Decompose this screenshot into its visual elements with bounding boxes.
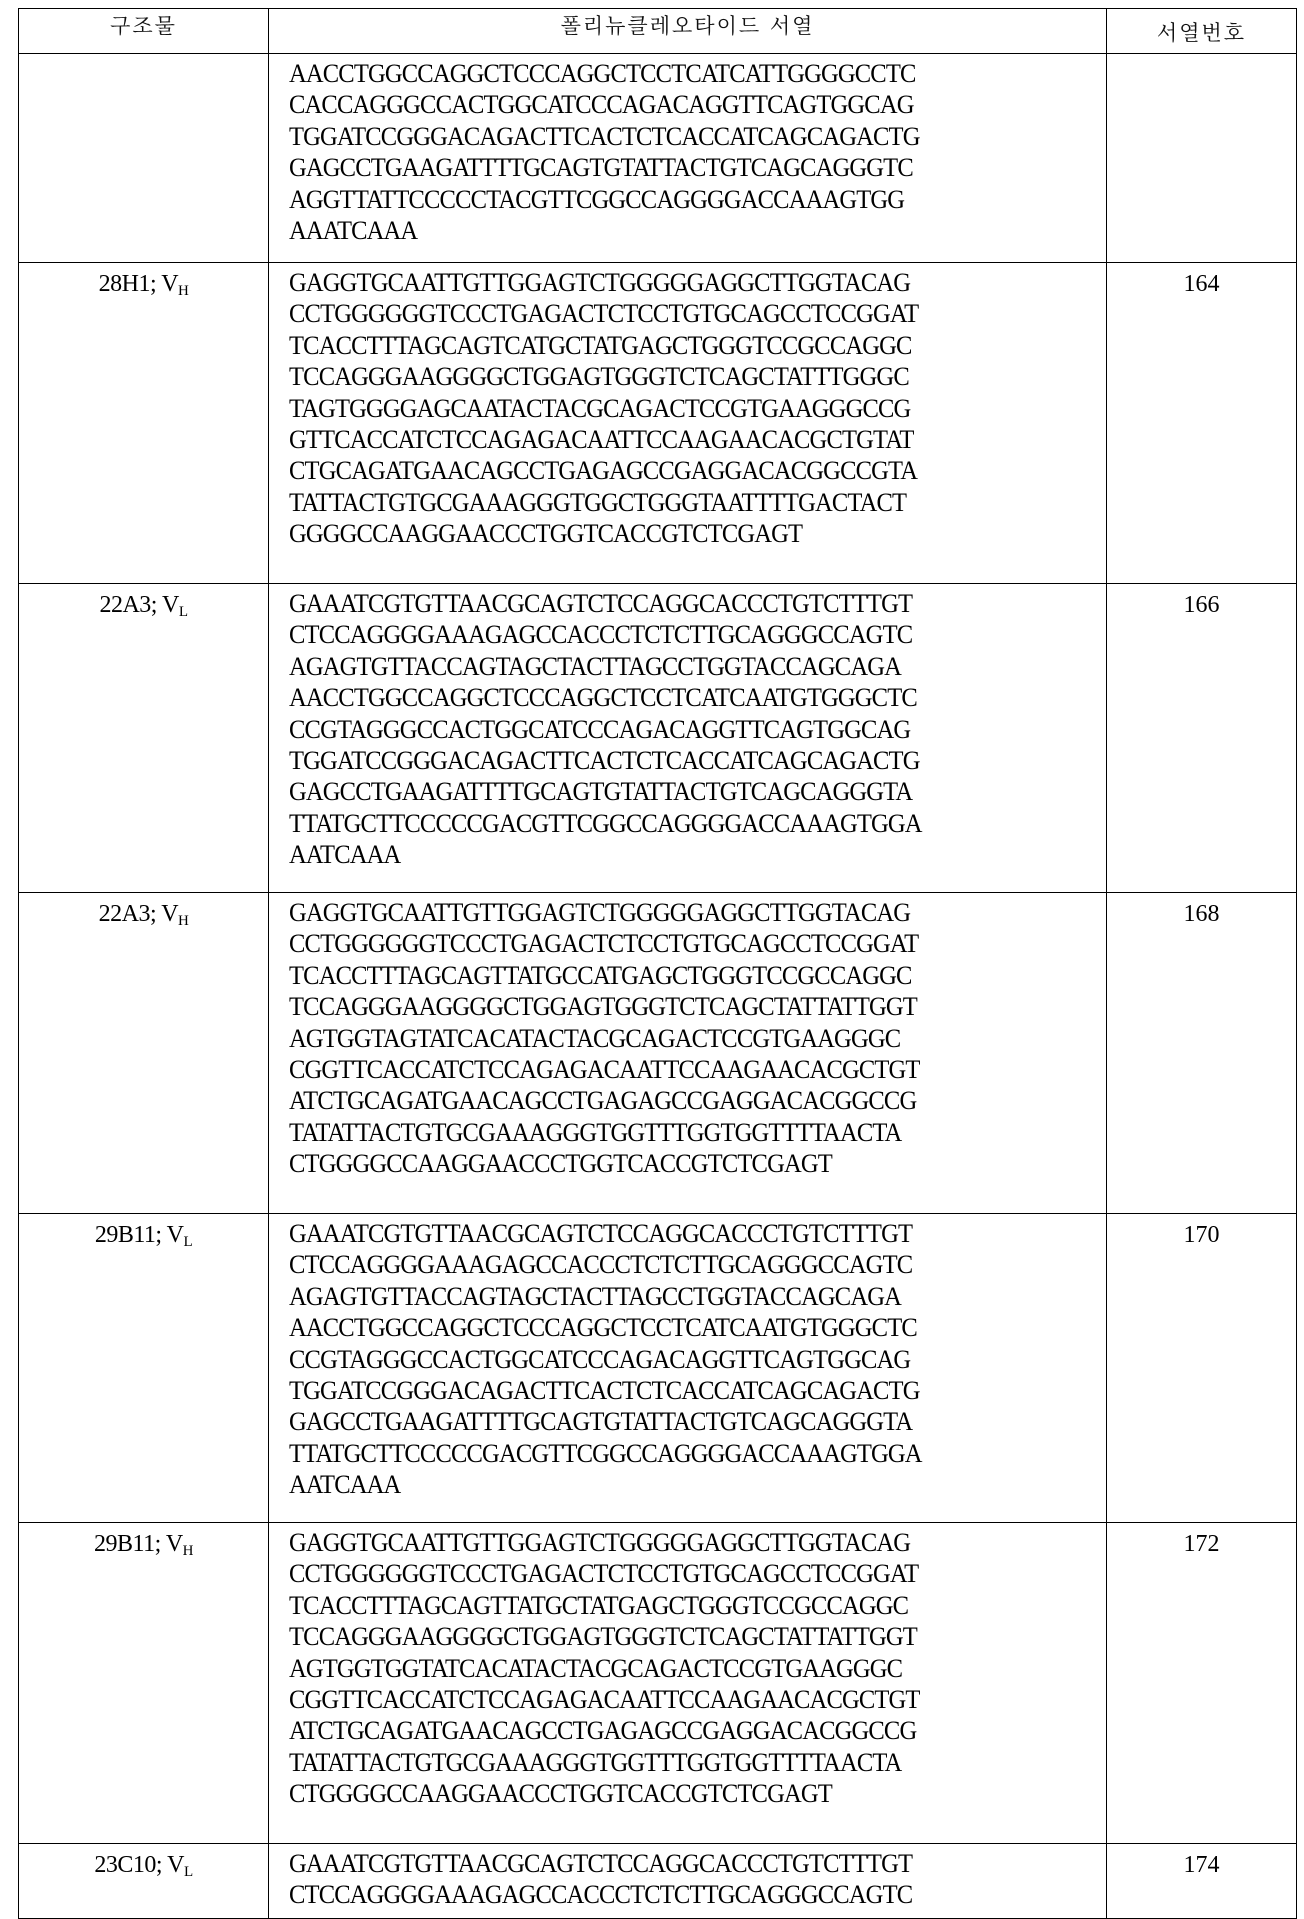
sequence-line: GAGGTGCAATTGTTGGAGTCTGGGGGAGGCTTGGTACAG: [289, 897, 911, 927]
sequence-line: CTCCAGGGGAAAGAGCCACCCTCTCTTGCAGGGCCAGTC: [289, 1879, 913, 1910]
seq-id-cell: 168: [1107, 893, 1297, 1214]
sequence-line: TCACCTTTAGCAGTTATGCCATGAGCTGGGTCCGCCAGGC: [289, 959, 912, 990]
seq-id-cell: 166: [1107, 584, 1297, 893]
sequence-line: AATCAAA: [289, 839, 401, 870]
sequence-line: ATCTGCAGATGAACAGCCTGAGAGCCGAGGACACGGCCG: [289, 1715, 917, 1746]
seq-id-cell: [1107, 54, 1297, 263]
seq-id-cell: 174: [1107, 1844, 1297, 1919]
sequence-cell: [269, 1214, 1107, 1523]
construct-name: 28H1; V: [98, 271, 179, 297]
sequence-line: GAAATCGTGTTAACGCAGTCTCCAGGCACCCTGTCTTTGT: [289, 1218, 913, 1248]
sequence-line: TTATGCTTCCCCCGACGTTCGGCCAGGGGACCAAAGTGGA: [289, 807, 922, 838]
construct-cell: [19, 54, 269, 263]
sequence-line: AAATCAAA: [289, 214, 418, 245]
construct-name: 29B11; V: [93, 1531, 183, 1557]
sequence-table: [18, 8, 1297, 1919]
sequence-line: ATCTGCAGATGAACAGCCTGAGAGCCGAGGACACGGCCG: [289, 1085, 917, 1116]
sequence-line: CGGTTCACCATCTCCAGAGACAATTCCAAGAACACGCTGT: [289, 1683, 920, 1714]
sequence-line: CCGTAGGGCCACTGGCATCCCAGACAGGTTCAGTGGCAG: [289, 713, 911, 744]
sequence-line: GAAATCGTGTTAACGCAGTCTCCAGGCACCCTGTCTTTGT: [289, 1848, 913, 1878]
sequence-line: GAGCCTGAAGATTTTGCAGTGTATTACTGTCAGCAGGGTA: [289, 1406, 913, 1437]
seq-id-cell: 170: [1107, 1214, 1297, 1523]
chain-subscript: H: [178, 283, 189, 299]
sequence-line: AACCTGGCCAGGCTCCCAGGCTCCTCATCAATGTGGGCTC: [289, 1312, 917, 1343]
sequence-line: TGGATCCGGGACAGACTTCACTCTCACCATCAGCAGACTG: [289, 744, 920, 775]
chain-subscript: L: [178, 604, 188, 620]
sequence-line: CGGTTCACCATCTCCAGAGACAATTCCAAGAACACGCTGT: [289, 1053, 920, 1084]
sequence-line: AATCAAA: [289, 1469, 401, 1500]
sequence-line: TCCAGGGAAGGGGCTGGAGTGGGTCTCAGCTATTATTGGT: [289, 991, 917, 1022]
construct-cell: [19, 1214, 269, 1523]
table-row: [19, 893, 1297, 1214]
sequence-line: GGGGCCAAGGAACCCTGGTCACCGTCTCGAGT: [289, 518, 803, 549]
sequence-line: CCGTAGGGCCACTGGCATCCCAGACAGGTTCAGTGGCAG: [289, 1343, 911, 1374]
header-sequence: 폴리뉴클레오타이드 서열: [269, 9, 1107, 54]
seq-id-cell: 172: [1107, 1523, 1297, 1844]
table-body: [19, 54, 1297, 1919]
table-row: [19, 1844, 1297, 1919]
sequence-line: GAGCCTGAAGATTTTGCAGTGTATTACTGTCAGCAGGGTA: [289, 776, 913, 807]
sequence-line: AACCTGGCCAGGCTCCCAGGCTCCTCATCATTGGGGCCTC: [289, 58, 916, 88]
table-row: [19, 263, 1297, 584]
sequence-line: TTATGCTTCCCCCGACGTTCGGCCAGGGGACCAAAGTGGA: [289, 1437, 922, 1468]
sequence-cell: [269, 1844, 1107, 1919]
construct-cell: [19, 893, 269, 1214]
sequence-line: CTGGGGCCAAGGAACCCTGGTCACCGTCTCGAGT: [289, 1148, 832, 1179]
sequence-line: CTCCAGGGGAAAGAGCCACCCTCTCTTGCAGGGCCAGTC: [289, 619, 913, 650]
chain-subscript: H: [178, 913, 189, 929]
construct-cell: [19, 1523, 269, 1844]
table-row: [19, 54, 1297, 263]
sequence-cell: [269, 54, 1107, 263]
construct-cell: [19, 263, 269, 584]
seq-id-cell: 164: [1107, 263, 1297, 584]
sequence-line: CTGCAGATGAACAGCCTGAGAGCCGAGGACACGGCCGTA: [289, 455, 918, 486]
sequence-line: CCTGGGGGGTCCCTGAGACTCTCCTGTGCAGCCTCCGGAT: [289, 1558, 919, 1589]
sequence-line: TATATTACTGTGCGAAAGGGTGGTTTGGTGGTTTTAACTA: [289, 1746, 902, 1777]
sequence-line: AGTGGTAGTATCACATACTACGCAGACTCCGTGAAGGGC: [289, 1022, 901, 1053]
sequence-cell: [269, 893, 1107, 1214]
sequence-line: AACCTGGCCAGGCTCCCAGGCTCCTCATCAATGTGGGCTC: [289, 682, 917, 713]
sequence-line: AGGTTATTCCCCCTACGTTCGGCCAGGGGACCAAAGTGG: [289, 183, 905, 214]
construct-name: 22A3; V: [98, 901, 179, 927]
header-seq-id: 서열번호: [1107, 9, 1297, 54]
sequence-line: GAAATCGTGTTAACGCAGTCTCCAGGCACCCTGTCTTTGT: [289, 588, 913, 618]
sequence-line: GTTCACCATCTCCAGAGACAATTCCAAGAACACGCTGTAT: [289, 423, 914, 454]
sequence-line: TCCAGGGAAGGGGCTGGAGTGGGTCTCAGCTATTATTGGT: [289, 1621, 917, 1652]
construct-name: 29B11; V: [94, 1222, 184, 1248]
sequence-line: TAGTGGGGAGCAATACTACGCAGACTCCGTGAAGGGCCG: [289, 392, 911, 423]
sequence-line: CCTGGGGGGTCCCTGAGACTCTCCTGTGCAGCCTCCGGAT: [289, 298, 919, 329]
sequence-line: AGAGTGTTACCAGTAGCTACTTAGCCTGGTACCAGCAGA: [289, 1280, 902, 1311]
sequence-line: AGTGGTGGTATCACATACTACGCAGACTCCGTGAAGGGC: [289, 1652, 903, 1683]
header-construct: 구조물: [19, 9, 269, 54]
sequence-line: GAGGTGCAATTGTTGGAGTCTGGGGGAGGCTTGGTACAG: [289, 267, 911, 297]
construct-cell: [19, 584, 269, 893]
sequence-line: CCTGGGGGGTCCCTGAGACTCTCCTGTGCAGCCTCCGGAT: [289, 928, 919, 959]
sequence-cell: [269, 584, 1107, 893]
sequence-line: TATTACTGTGCGAAAGGGTGGCTGGGTAATTTTGACTACT: [289, 486, 907, 517]
table-row: [19, 1523, 1297, 1844]
sequence-line: TGGATCCGGGACAGACTTCACTCTCACCATCAGCAGACTG: [289, 120, 920, 151]
sequence-line: TGGATCCGGGACAGACTTCACTCTCACCATCAGCAGACTG: [289, 1374, 920, 1405]
sequence-line: TATATTACTGTGCGAAAGGGTGGTTTGGTGGTTTTAACTA: [289, 1116, 902, 1147]
construct-cell: [19, 1844, 269, 1919]
sequence-line: TCCAGGGAAGGGGCTGGAGTGGGTCTCAGCTATTTGGGC: [289, 361, 909, 392]
chain-subscript: L: [183, 1234, 193, 1250]
table-header-row: [19, 9, 1297, 54]
sequence-line: CACCAGGGCCACTGGCATCCCAGACAGGTTCAGTGGCAG: [289, 89, 914, 120]
construct-name: 22A3; V: [99, 592, 179, 618]
sequence-line: TCACCTTTAGCAGTCATGCTATGAGCTGGGTCCGCCAGGC: [289, 329, 912, 360]
construct-name: 23C10; V: [94, 1852, 184, 1878]
sequence-line: CTGGGGCCAAGGAACCCTGGTCACCGTCTCGAGT: [289, 1778, 832, 1809]
sequence-cell: [269, 1523, 1107, 1844]
sequence-line: GAGCCTGAAGATTTTGCAGTGTATTACTGTCAGCAGGGTC: [289, 152, 913, 183]
sequence-line: AGAGTGTTACCAGTAGCTACTTAGCCTGGTACCAGCAGA: [289, 650, 902, 681]
sequence-line: CTCCAGGGGAAAGAGCCACCCTCTCTTGCAGGGCCAGTC: [289, 1249, 913, 1280]
sequence-cell: [269, 263, 1107, 584]
chain-subscript: H: [182, 1543, 194, 1559]
table-row: [19, 1214, 1297, 1523]
sequence-line: GAGGTGCAATTGTTGGAGTCTGGGGGAGGCTTGGTACAG: [289, 1527, 911, 1557]
table-row: [19, 584, 1297, 893]
sequence-line: TCACCTTTAGCAGTTATGCTATGAGCTGGGTCCGCCAGGC: [289, 1589, 909, 1620]
chain-subscript: L: [183, 1864, 193, 1880]
